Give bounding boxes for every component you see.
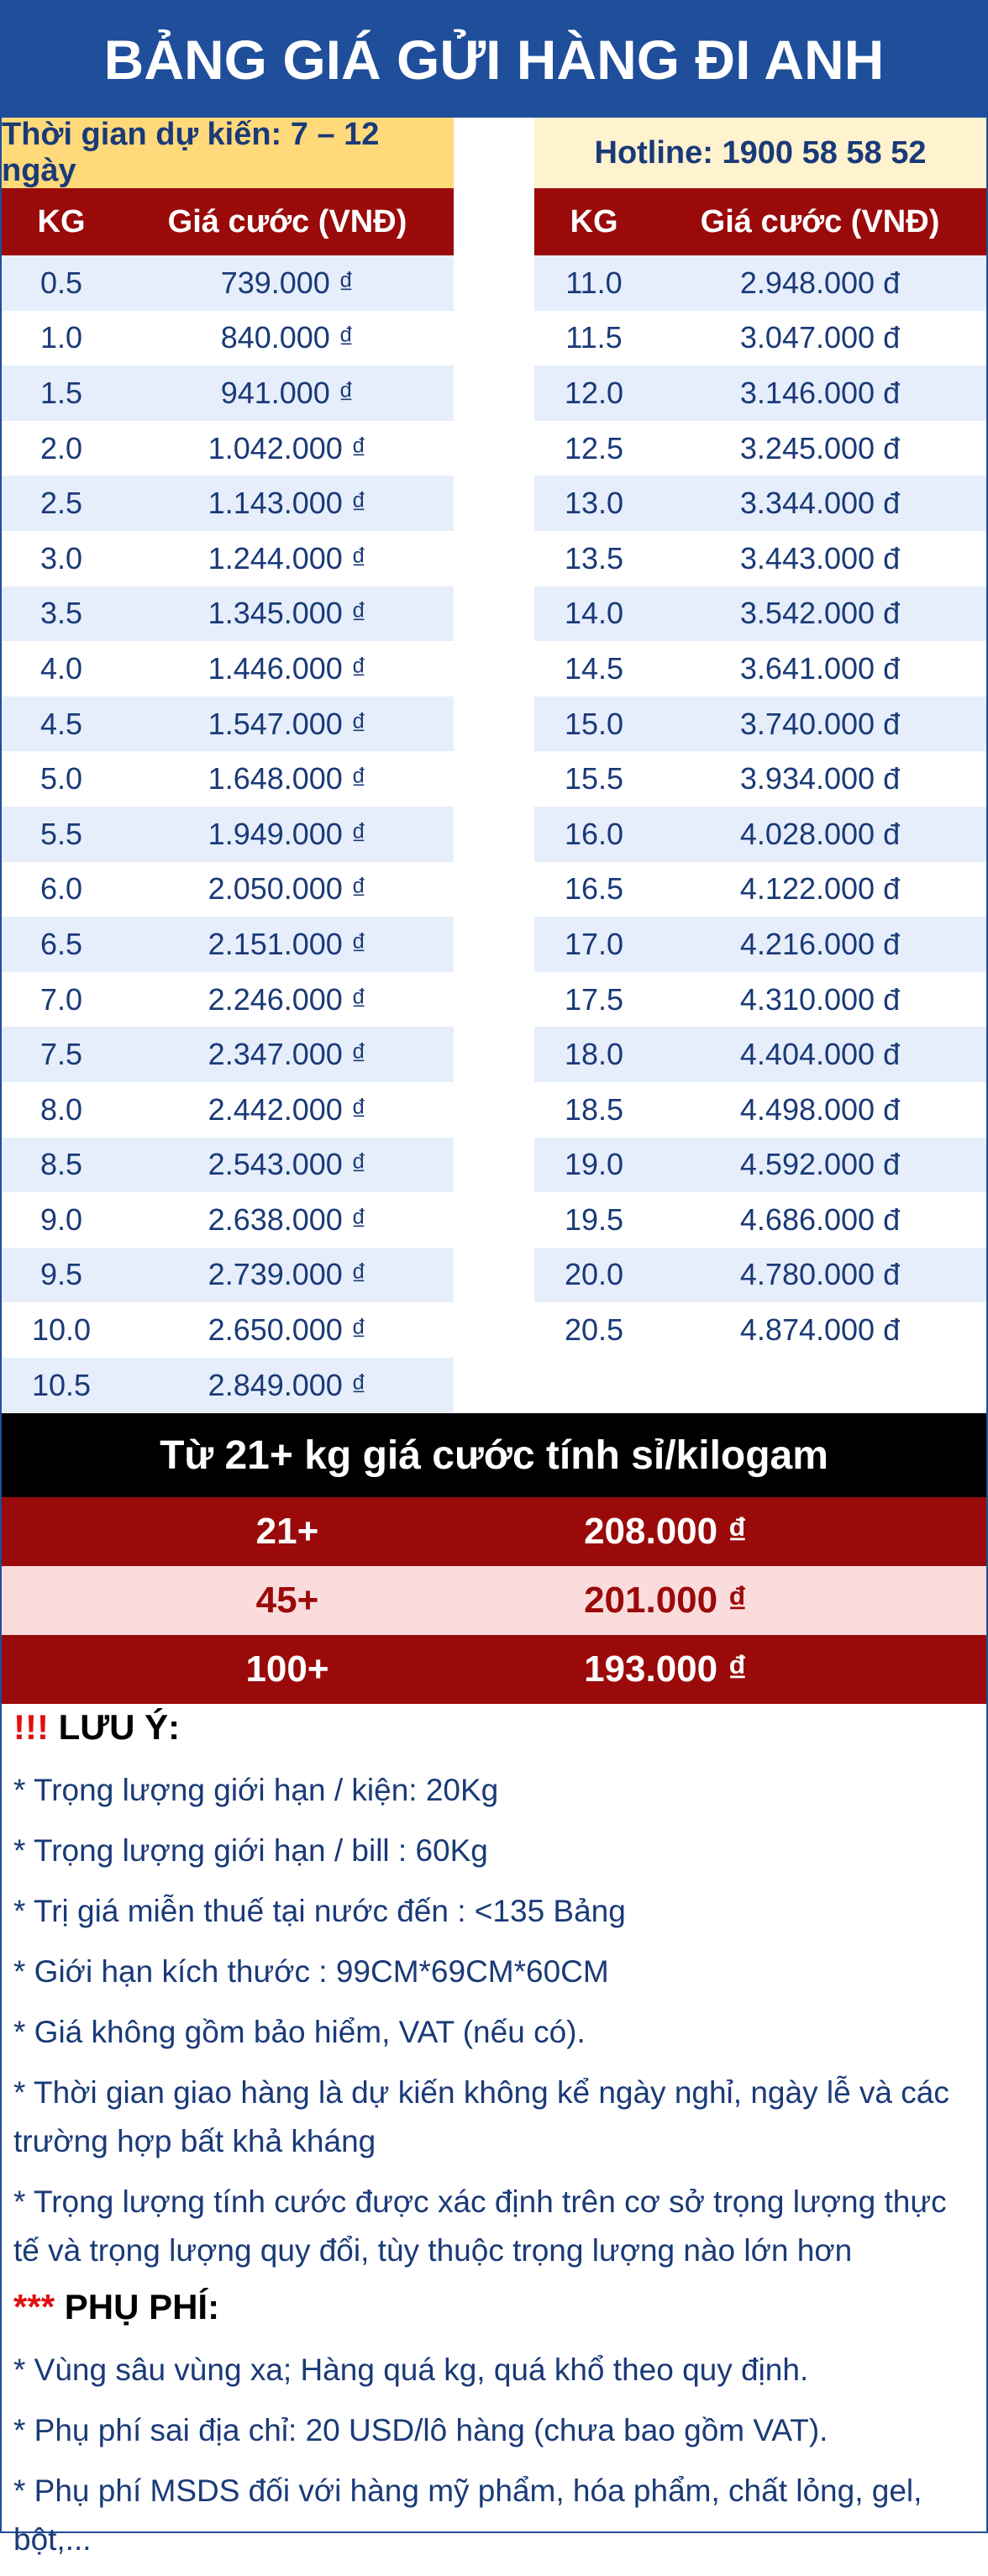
surcharges-heading	[13, 2287, 971, 2327]
row-price: 4.122.000 đ	[739, 871, 901, 907]
row-price: 3.934.000 đ	[739, 761, 901, 796]
row-kg: 12.0	[564, 375, 624, 410]
row-price: 2.650.000 ₫	[208, 1312, 367, 1348]
row-kg: 17.0	[564, 926, 624, 961]
wholesale-price: 193.000 ₫	[584, 1648, 747, 1690]
table-row	[2, 476, 454, 531]
notes-section	[13, 1707, 971, 2576]
row-kg: 1.5	[39, 375, 83, 410]
row-price: 4.404.000 đ	[739, 1037, 901, 1072]
row-kg: 0.5	[39, 265, 83, 300]
row-kg: 10.0	[31, 1312, 92, 1348]
row-kg: 11.0	[565, 265, 623, 300]
row-price: 1.345.000 ₫	[208, 596, 367, 631]
row-price: 3.641.000 đ	[739, 650, 901, 686]
row-price: 3.344.000 đ	[739, 486, 901, 521]
row-kg: 1.0	[39, 320, 83, 355]
row-price: 1.446.000 ₫	[208, 650, 367, 686]
table-row	[534, 1027, 986, 1082]
row-kg: 20.0	[564, 1257, 624, 1292]
note-item: * Trọng lượng giới hạn / bill : 60Kg	[13, 1833, 488, 1868]
row-price: 2.347.000 ₫	[208, 1037, 367, 1072]
surcharge-item: * Phụ phí sai địa chỉ: 20 USD/lô hàng (chưa bao gồm VAT).	[13, 2413, 828, 2447]
row-kg: 13.5	[564, 540, 624, 576]
header-kg: KG	[570, 203, 618, 239]
table-row	[2, 1027, 454, 1082]
table-row	[2, 862, 454, 917]
row-price: 840.000 ₫	[220, 320, 355, 355]
row-price: 739.000 ₫	[220, 265, 355, 300]
note-item: * Trọng lượng tính cước được xác định trên cơ sở trọng lượng thực tế và trọng lượng quy đổi, tùy thuộc trọng lượng nào lớn hơn	[13, 2184, 947, 2268]
row-kg: 15.5	[564, 761, 624, 796]
row-price: 2.849.000 ₫	[208, 1367, 367, 1402]
surcharge-mark: ***	[13, 2287, 55, 2326]
row-price: 4.780.000 đ	[739, 1257, 901, 1292]
row-price: 4.592.000 đ	[739, 1147, 901, 1182]
table-row	[534, 807, 986, 862]
notes-heading-label: LƯU Ý:	[58, 1707, 181, 1747]
table-row	[534, 531, 986, 586]
table-row	[534, 1082, 986, 1138]
table-row	[2, 1248, 454, 1303]
price-table-right	[534, 255, 986, 1358]
table-row	[2, 365, 454, 421]
row-price: 4.310.000 đ	[739, 981, 901, 1017]
row-price: 2.442.000 ₫	[208, 1091, 367, 1127]
row-kg: 8.5	[39, 1147, 83, 1182]
row-price: 4.028.000 đ	[739, 816, 901, 851]
table-row	[2, 697, 454, 752]
row-kg: 11.5	[565, 320, 623, 355]
row-kg: 3.0	[39, 540, 83, 576]
surcharges-heading-label: PHỤ PHÍ:	[64, 2287, 220, 2326]
row-kg: 4.0	[39, 650, 83, 686]
row-kg: 17.5	[564, 981, 624, 1017]
table-row	[534, 697, 986, 752]
table-row	[534, 1138, 986, 1193]
header-price: Giá cước (VNĐ)	[167, 203, 407, 239]
row-price: 1.949.000 ₫	[208, 816, 367, 851]
table-row	[2, 1302, 454, 1358]
table-row	[2, 1192, 454, 1248]
table-row	[2, 1138, 454, 1193]
row-kg: 13.0	[564, 486, 624, 521]
surcharge-item: * Vùng sâu vùng xa; Hàng quá kg, quá khổ theo quy định.	[13, 2353, 809, 2387]
row-kg: 18.0	[564, 1037, 624, 1072]
surcharge-item: * Phụ phí MSDS đối với hàng mỹ phẩm, hóa phẩm, chất lỏng, gel, bột,...	[13, 2473, 922, 2557]
table-row	[534, 1248, 986, 1303]
row-kg: 9.0	[39, 1201, 83, 1237]
row-kg: 6.5	[39, 926, 83, 961]
wholesale-heading: Từ 21+ kg giá cước tính sỉ/kilogam	[2, 1413, 986, 1497]
table-row	[2, 917, 454, 972]
row-price: 2.948.000 đ	[739, 265, 901, 300]
note-item: * Trị giá miễn thuế tại nước đến : <135 Bảng	[13, 1894, 626, 1928]
row-price: 2.151.000 ₫	[208, 926, 367, 961]
row-price: 2.739.000 ₫	[208, 1257, 367, 1292]
row-kg: 16.0	[564, 816, 624, 851]
row-price: 3.443.000 đ	[739, 540, 901, 576]
table-row	[534, 751, 986, 807]
row-price: 2.246.000 ₫	[208, 981, 367, 1017]
row-kg: 2.5	[39, 486, 83, 521]
table-header-right	[534, 188, 986, 255]
wholesale-price: 201.000 ₫	[584, 1580, 747, 1621]
table-row	[534, 972, 986, 1028]
row-kg: 5.0	[39, 761, 83, 796]
note-item: * Giới hạn kích thước : 99CM*69CM*60CM	[13, 1954, 609, 1989]
table-row	[534, 641, 986, 697]
table-row	[2, 1082, 454, 1138]
row-price: 3.740.000 đ	[739, 706, 901, 741]
row-kg: 8.0	[39, 1091, 83, 1127]
table-row	[534, 476, 986, 531]
row-price: 1.648.000 ₫	[208, 761, 367, 796]
row-price: 941.000 ₫	[220, 375, 355, 410]
header-price: Giá cước (VNĐ)	[700, 203, 940, 239]
row-price: 3.146.000 đ	[739, 375, 901, 410]
table-row	[2, 1358, 454, 1413]
wholesale-row	[2, 1497, 986, 1566]
row-kg: 15.0	[564, 706, 624, 741]
row-kg: 20.5	[564, 1312, 624, 1348]
row-kg: 4.5	[39, 706, 83, 741]
price-table-left	[2, 255, 454, 1412]
row-kg: 18.5	[564, 1091, 624, 1127]
table-row	[534, 365, 986, 421]
table-row	[534, 1192, 986, 1248]
table-row	[534, 255, 986, 311]
page-title: BẢNG GIÁ GỬI HÀNG ĐI ANH	[2, 2, 986, 118]
row-kg: 3.5	[39, 596, 83, 631]
row-price: 1.547.000 ₫	[208, 706, 367, 741]
wholesale-row	[2, 1566, 986, 1635]
row-price: 2.050.000 ₫	[208, 871, 367, 907]
row-price: 4.216.000 đ	[739, 926, 901, 961]
note-item: * Giá không gồm bảo hiểm, VAT (nếu có).	[13, 2015, 586, 2049]
row-price: 3.047.000 đ	[739, 320, 901, 355]
wholesale-kg: 45+	[255, 1580, 319, 1621]
table-row	[2, 255, 454, 311]
table-row	[2, 751, 454, 807]
warning-mark: !!!	[13, 1707, 49, 1747]
table-row	[2, 531, 454, 586]
wholesale-kg: 100+	[245, 1648, 329, 1690]
table-row	[534, 1302, 986, 1358]
row-kg: 10.5	[31, 1367, 92, 1402]
row-kg: 7.5	[39, 1037, 83, 1072]
row-kg: 19.0	[564, 1147, 624, 1182]
row-price: 1.244.000 ₫	[208, 540, 367, 576]
row-kg: 14.5	[564, 650, 624, 686]
table-row	[2, 311, 454, 366]
row-price: 1.143.000 ₫	[208, 486, 367, 521]
wholesale-price: 208.000 ₫	[584, 1511, 747, 1552]
note-item: * Thời gian giao hàng là dự kiến không kể ngày nghỉ, ngày lễ và các trường hợp bất khả kháng	[13, 2075, 949, 2158]
row-kg: 14.0	[564, 596, 624, 631]
table-header-left	[2, 188, 454, 255]
row-price: 2.543.000 ₫	[208, 1147, 367, 1182]
row-price: 2.638.000 ₫	[208, 1201, 367, 1237]
delivery-time-banner: Thời gian dự kiến: 7 – 12 ngày	[2, 118, 454, 188]
row-price: 3.245.000 đ	[739, 430, 901, 465]
row-price: 4.874.000 đ	[739, 1312, 901, 1348]
row-kg: 9.5	[39, 1257, 83, 1292]
row-kg: 16.5	[564, 871, 624, 907]
row-price: 3.542.000 đ	[739, 596, 901, 631]
hotline-banner: Hotline: 1900 58 58 52	[534, 118, 986, 188]
row-kg: 12.5	[564, 430, 624, 465]
table-row	[534, 917, 986, 972]
table-row	[2, 586, 454, 642]
table-row	[2, 641, 454, 697]
row-kg: 7.0	[39, 981, 83, 1017]
row-kg: 6.0	[39, 871, 83, 907]
wholesale-kg: 21+	[255, 1511, 319, 1552]
row-price: 4.498.000 đ	[739, 1091, 901, 1127]
note-item: * Trọng lượng giới hạn / kiện: 20Kg	[13, 1773, 499, 1807]
table-row	[534, 421, 986, 476]
row-kg: 5.5	[39, 816, 83, 851]
table-row	[534, 586, 986, 642]
notes-heading	[13, 1707, 971, 1748]
header-kg: KG	[37, 203, 86, 239]
row-kg: 19.5	[564, 1201, 624, 1237]
table-row	[2, 421, 454, 476]
row-kg: 2.0	[39, 430, 83, 465]
row-price: 4.686.000 đ	[739, 1201, 901, 1237]
table-row	[534, 862, 986, 917]
table-row	[2, 972, 454, 1028]
table-row	[534, 311, 986, 366]
row-price: 1.042.000 ₫	[208, 430, 367, 465]
wholesale-row	[2, 1635, 986, 1704]
table-row	[2, 807, 454, 862]
